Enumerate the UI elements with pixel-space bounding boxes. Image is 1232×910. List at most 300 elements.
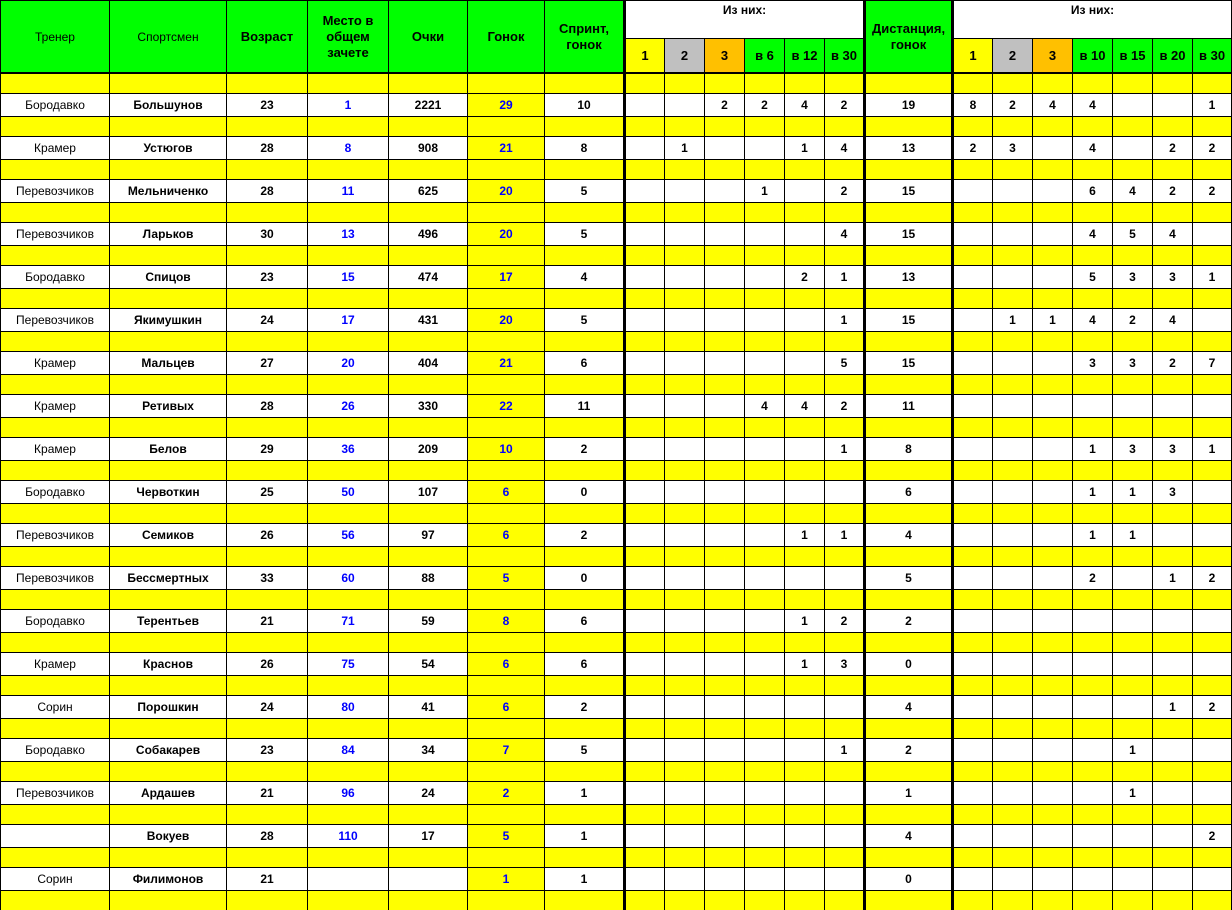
trainer-cell: Крамер — [1, 395, 110, 418]
spacer-row — [1, 461, 1232, 481]
age-cell: 24 — [227, 696, 308, 719]
spacer-cell — [227, 461, 308, 481]
spacer-row — [1, 160, 1232, 180]
distance-result-cell — [1033, 524, 1073, 547]
races-cell: 21 — [468, 352, 545, 375]
spacer-cell — [1033, 891, 1073, 910]
age-cell: 23 — [227, 94, 308, 117]
sprint-result-cell: 4 — [785, 94, 825, 117]
spacer-row — [1, 676, 1232, 696]
spacer-cell — [468, 246, 545, 266]
distance-result-cell — [953, 266, 993, 289]
distance-result-cell — [993, 352, 1033, 375]
spacer-cell — [468, 332, 545, 352]
sprint-races-cell: 8 — [545, 137, 625, 160]
distance-result-cell — [1193, 524, 1232, 547]
header-sprint-col: 3 — [705, 39, 745, 74]
overall-place-cell: 50 — [308, 481, 389, 504]
distance-races-cell: 15 — [865, 352, 953, 375]
spacer-cell — [785, 117, 825, 137]
spacer-cell — [745, 590, 785, 610]
age-cell: 23 — [227, 739, 308, 762]
spacer-cell — [227, 891, 308, 910]
distance-result-cell — [1113, 137, 1153, 160]
spacer-cell — [389, 289, 468, 309]
trainer-cell: Перевозчиков — [1, 524, 110, 547]
spacer-cell — [953, 117, 993, 137]
spacer-cell — [545, 375, 625, 395]
sprint-races-cell: 10 — [545, 94, 625, 117]
distance-result-cell — [1033, 868, 1073, 891]
spacer-cell — [825, 117, 865, 137]
spacer-cell — [110, 375, 227, 395]
trainer-cell: Перевозчиков — [1, 180, 110, 203]
spacer-cell — [1193, 762, 1232, 782]
sprint-result-cell — [625, 610, 665, 633]
distance-result-cell — [953, 352, 993, 375]
spacer-cell — [468, 117, 545, 137]
spacer-cell — [1193, 246, 1232, 266]
sprint-result-cell — [625, 653, 665, 676]
distance-result-cell — [1153, 94, 1193, 117]
spacer-cell — [665, 633, 705, 653]
spacer-cell — [389, 848, 468, 868]
spacer-cell — [953, 375, 993, 395]
spacer-cell — [227, 504, 308, 524]
spacer-row — [1, 117, 1232, 137]
distance-result-cell — [1073, 825, 1113, 848]
spacer-cell — [865, 590, 953, 610]
sprint-result-cell — [745, 868, 785, 891]
spacer-cell — [468, 375, 545, 395]
spacer-cell — [1, 848, 110, 868]
races-cell: 10 — [468, 438, 545, 461]
races-cell: 22 — [468, 395, 545, 418]
overall-place-cell: 75 — [308, 653, 389, 676]
sprint-result-cell — [705, 567, 745, 590]
trainer-cell: Крамер — [1, 653, 110, 676]
sprint-result-cell — [825, 868, 865, 891]
sprint-result-cell — [665, 438, 705, 461]
races-cell: 8 — [468, 610, 545, 633]
table-row — [1, 567, 1232, 590]
distance-result-cell — [993, 610, 1033, 633]
spacer-cell — [1113, 375, 1153, 395]
spacer-cell — [745, 289, 785, 309]
spacer-cell — [468, 504, 545, 524]
spacer-cell — [825, 848, 865, 868]
distance-result-cell — [1033, 223, 1073, 246]
spacer-cell — [953, 633, 993, 653]
spacer-cell — [1, 805, 110, 825]
sprint-result-cell: 4 — [785, 395, 825, 418]
spacer-cell — [625, 676, 665, 696]
spacer-cell — [308, 891, 389, 910]
spacer-cell — [785, 289, 825, 309]
sprint-result-cell — [665, 868, 705, 891]
spacer-cell — [468, 590, 545, 610]
distance-result-cell: 7 — [1193, 352, 1232, 375]
sprint-result-cell — [625, 266, 665, 289]
spacer-cell — [1033, 375, 1073, 395]
spacer-cell — [308, 418, 389, 438]
distance-result-cell: 4 — [1073, 309, 1113, 332]
distance-result-cell — [993, 567, 1033, 590]
spacer-cell — [825, 73, 865, 94]
spacer-cell — [545, 590, 625, 610]
spacer-cell — [1073, 160, 1113, 180]
sprint-result-cell — [705, 223, 745, 246]
spacer-cell — [389, 719, 468, 739]
spacer-cell — [1113, 160, 1153, 180]
distance-result-cell — [1193, 223, 1232, 246]
spacer-cell — [825, 246, 865, 266]
overall-place-cell: 1 — [308, 94, 389, 117]
spacer-cell — [1073, 246, 1113, 266]
spacer-cell — [825, 633, 865, 653]
spacer-cell — [1, 160, 110, 180]
sprint-result-cell — [785, 223, 825, 246]
distance-result-cell: 6 — [1073, 180, 1113, 203]
age-cell: 21 — [227, 782, 308, 805]
spacer-cell — [389, 633, 468, 653]
header-athlete: Спортсмен — [110, 1, 227, 74]
spacer-cell — [468, 762, 545, 782]
sprint-result-cell — [705, 739, 745, 762]
distance-result-cell — [1073, 395, 1113, 418]
spacer-cell — [625, 633, 665, 653]
spacer-cell — [1193, 332, 1232, 352]
trainer-cell: Перевозчиков — [1, 782, 110, 805]
distance-result-cell: 1 — [1073, 438, 1113, 461]
sprint-result-cell — [825, 782, 865, 805]
spacer-cell — [468, 805, 545, 825]
sprint-races-cell: 0 — [545, 481, 625, 504]
spacer-cell — [865, 848, 953, 868]
sprint-result-cell: 2 — [825, 180, 865, 203]
sprint-result-cell — [705, 352, 745, 375]
spacer-cell — [1033, 203, 1073, 223]
spacer-cell — [785, 590, 825, 610]
spacer-cell — [705, 203, 745, 223]
table-row — [1, 739, 1232, 762]
spacer-cell — [1033, 633, 1073, 653]
athlete-name-cell: Белов — [110, 438, 227, 461]
spacer-cell — [705, 805, 745, 825]
spacer-cell — [227, 73, 308, 94]
sprint-result-cell: 1 — [825, 524, 865, 547]
spacer-cell — [745, 633, 785, 653]
points-cell: 474 — [389, 266, 468, 289]
spacer-cell — [993, 160, 1033, 180]
distance-result-cell — [953, 567, 993, 590]
spacer-cell — [953, 719, 993, 739]
points-cell: 404 — [389, 352, 468, 375]
spacer-cell — [865, 203, 953, 223]
distance-races-cell: 6 — [865, 481, 953, 504]
age-cell: 21 — [227, 868, 308, 891]
distance-result-cell — [1073, 868, 1113, 891]
trainer-cell: Бородавко — [1, 94, 110, 117]
spacer-cell — [545, 160, 625, 180]
sprint-result-cell: 1 — [785, 524, 825, 547]
spacer-cell — [545, 805, 625, 825]
sprint-races-cell: 11 — [545, 395, 625, 418]
spacer-cell — [1073, 332, 1113, 352]
distance-races-cell: 5 — [865, 567, 953, 590]
spacer-cell — [1153, 117, 1193, 137]
races-cell: 6 — [468, 696, 545, 719]
spacer-row — [1, 73, 1232, 94]
points-cell: 431 — [389, 309, 468, 332]
spacer-cell — [468, 289, 545, 309]
spacer-cell — [1073, 805, 1113, 825]
spacer-cell — [625, 246, 665, 266]
trainer-cell: Бородавко — [1, 739, 110, 762]
spacer-cell — [110, 332, 227, 352]
spacer-cell — [993, 332, 1033, 352]
spacer-cell — [110, 504, 227, 524]
spacer-cell — [785, 418, 825, 438]
distance-result-cell: 4 — [1113, 180, 1153, 203]
spacer-cell — [1, 676, 110, 696]
spacer-cell — [389, 805, 468, 825]
spacer-cell — [865, 762, 953, 782]
distance-result-cell — [993, 395, 1033, 418]
sprint-result-cell — [705, 610, 745, 633]
spacer-cell — [625, 461, 665, 481]
distance-result-cell: 3 — [993, 137, 1033, 160]
spacer-cell — [705, 547, 745, 567]
distance-result-cell — [1033, 739, 1073, 762]
spacer-cell — [865, 73, 953, 94]
spacer-cell — [389, 676, 468, 696]
spacer-cell — [110, 848, 227, 868]
points-cell: 330 — [389, 395, 468, 418]
spacer-cell — [785, 719, 825, 739]
spacer-cell — [1033, 547, 1073, 567]
sprint-result-cell — [745, 137, 785, 160]
distance-result-cell: 2 — [1113, 309, 1153, 332]
sprint-result-cell — [825, 825, 865, 848]
spacer-cell — [953, 891, 993, 910]
sprint-result-cell — [705, 524, 745, 547]
spacer-cell — [1073, 289, 1113, 309]
spacer-cell — [308, 504, 389, 524]
spacer-cell — [1, 719, 110, 739]
spacer-row — [1, 203, 1232, 223]
spacer-cell — [389, 203, 468, 223]
spacer-cell — [993, 762, 1033, 782]
age-cell: 23 — [227, 266, 308, 289]
distance-result-cell: 4 — [1073, 223, 1113, 246]
spacer-cell — [705, 246, 745, 266]
spacer-cell — [545, 676, 625, 696]
distance-result-cell: 1 — [1033, 309, 1073, 332]
spacer-cell — [545, 332, 625, 352]
distance-result-cell — [1193, 782, 1232, 805]
sprint-races-cell: 4 — [545, 266, 625, 289]
distance-races-cell: 2 — [865, 739, 953, 762]
sprint-races-cell: 5 — [545, 223, 625, 246]
sprint-result-cell — [665, 223, 705, 246]
distance-result-cell: 1 — [1113, 782, 1153, 805]
distance-result-cell: 3 — [1113, 352, 1153, 375]
spacer-cell — [1073, 676, 1113, 696]
spacer-cell — [468, 73, 545, 94]
spacer-cell — [705, 633, 745, 653]
overall-place-cell: 13 — [308, 223, 389, 246]
distance-result-cell: 2 — [1153, 180, 1193, 203]
spacer-cell — [1113, 461, 1153, 481]
spacer-cell — [1073, 418, 1113, 438]
sprint-result-cell: 3 — [825, 653, 865, 676]
sprint-races-cell: 6 — [545, 352, 625, 375]
spacer-cell — [625, 762, 665, 782]
spacer-cell — [1153, 676, 1193, 696]
spacer-cell — [745, 848, 785, 868]
spacer-cell — [825, 547, 865, 567]
spacer-cell — [389, 160, 468, 180]
spacer-cell — [1113, 848, 1153, 868]
distance-races-cell: 0 — [865, 868, 953, 891]
sprint-result-cell — [745, 266, 785, 289]
spacer-cell — [308, 848, 389, 868]
spacer-cell — [1113, 891, 1153, 910]
spacer-cell — [1153, 762, 1193, 782]
spacer-cell — [705, 461, 745, 481]
spacer-cell — [993, 590, 1033, 610]
distance-result-cell — [1153, 739, 1193, 762]
spacer-cell — [110, 676, 227, 696]
spacer-cell — [545, 633, 625, 653]
spacer-cell — [705, 848, 745, 868]
distance-result-cell — [1193, 395, 1232, 418]
spacer-cell — [993, 461, 1033, 481]
spacer-cell — [1193, 375, 1232, 395]
sprint-result-cell — [785, 438, 825, 461]
spacer-cell — [785, 461, 825, 481]
distance-result-cell — [993, 739, 1033, 762]
spacer-cell — [1153, 891, 1193, 910]
spacer-cell — [865, 418, 953, 438]
spacer-cell — [308, 246, 389, 266]
spacer-cell — [389, 73, 468, 94]
spacer-cell — [468, 719, 545, 739]
races-cell: 6 — [468, 524, 545, 547]
spacer-row — [1, 332, 1232, 352]
spacer-cell — [468, 547, 545, 567]
spacer-cell — [1113, 203, 1153, 223]
spacer-cell — [110, 160, 227, 180]
distance-result-cell — [953, 524, 993, 547]
age-cell: 28 — [227, 825, 308, 848]
distance-result-cell — [993, 868, 1033, 891]
distance-races-cell: 11 — [865, 395, 953, 418]
sprint-result-cell: 1 — [665, 137, 705, 160]
sprint-result-cell — [625, 352, 665, 375]
spacer-cell — [110, 461, 227, 481]
spacer-cell — [1193, 891, 1232, 910]
sprint-result-cell: 1 — [825, 309, 865, 332]
spacer-cell — [1, 590, 110, 610]
spacer-cell — [665, 461, 705, 481]
sprint-result-cell — [705, 180, 745, 203]
distance-result-cell — [1153, 782, 1193, 805]
spacer-cell — [785, 73, 825, 94]
sprint-result-cell — [745, 825, 785, 848]
header-distance-col: 1 — [953, 39, 993, 74]
distance-result-cell: 1 — [1193, 438, 1232, 461]
age-cell: 27 — [227, 352, 308, 375]
spacer-cell — [953, 848, 993, 868]
table-row — [1, 825, 1232, 848]
spacer-cell — [865, 246, 953, 266]
sprint-result-cell — [665, 481, 705, 504]
spacer-cell — [545, 848, 625, 868]
spacer-cell — [1153, 504, 1193, 524]
sprint-result-cell — [705, 653, 745, 676]
points-cell: 209 — [389, 438, 468, 461]
distance-result-cell — [993, 223, 1033, 246]
spacer-cell — [227, 203, 308, 223]
spacer-cell — [785, 246, 825, 266]
sprint-result-cell — [785, 825, 825, 848]
spacer-cell — [785, 805, 825, 825]
points-cell: 496 — [389, 223, 468, 246]
spacer-cell — [953, 805, 993, 825]
spacer-row — [1, 418, 1232, 438]
header-sprint-col: 2 — [665, 39, 705, 74]
athlete-name-cell: Вокуев — [110, 825, 227, 848]
spacer-cell — [785, 676, 825, 696]
header-distance-of-them: Из них: — [953, 1, 1232, 39]
distance-result-cell — [1073, 653, 1113, 676]
spacer-cell — [227, 762, 308, 782]
spacer-row — [1, 590, 1232, 610]
sprint-result-cell — [745, 610, 785, 633]
spacer-cell — [308, 203, 389, 223]
spacer-cell — [993, 504, 1033, 524]
spacer-cell — [389, 332, 468, 352]
spacer-cell — [389, 375, 468, 395]
athlete-name-cell: Филимонов — [110, 868, 227, 891]
sprint-result-cell — [785, 868, 825, 891]
spacer-cell — [705, 504, 745, 524]
spacer-cell — [665, 805, 705, 825]
spacer-cell — [625, 504, 665, 524]
spacer-cell — [953, 160, 993, 180]
spacer-cell — [110, 203, 227, 223]
spacer-cell — [1193, 289, 1232, 309]
distance-result-cell: 8 — [953, 94, 993, 117]
sprint-result-cell: 2 — [745, 94, 785, 117]
distance-result-cell — [1153, 395, 1193, 418]
sprint-result-cell — [825, 696, 865, 719]
distance-result-cell — [1033, 352, 1073, 375]
spacer-cell — [993, 805, 1033, 825]
athlete-name-cell: Спицов — [110, 266, 227, 289]
spacer-cell — [1073, 633, 1113, 653]
spacer-cell — [865, 160, 953, 180]
spacer-cell — [1033, 73, 1073, 94]
spacer-cell — [665, 117, 705, 137]
distance-races-cell: 0 — [865, 653, 953, 676]
spacer-cell — [308, 719, 389, 739]
spacer-cell — [865, 461, 953, 481]
spacer-cell — [468, 633, 545, 653]
trainer-cell — [1, 825, 110, 848]
